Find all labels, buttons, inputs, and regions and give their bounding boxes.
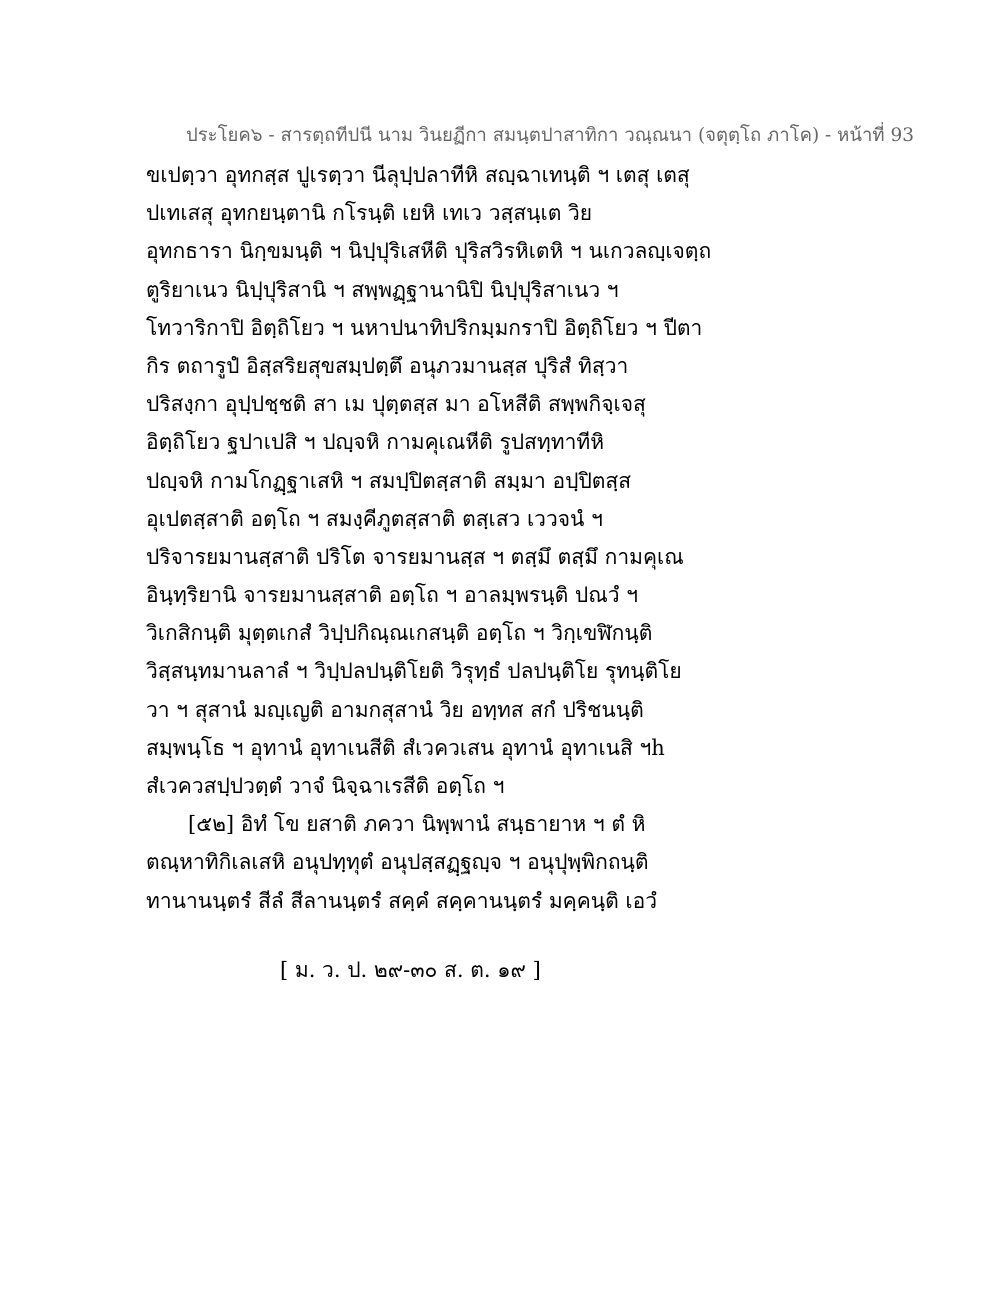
text-line: ปญฺจหิ กามโกฏฺฐาเสหิ ฯ สมปฺปิตสฺสาติ สมฺมา อปฺปิตสฺส [146, 468, 632, 493]
text-line: สํเวควสปฺปวตฺตํ วาจํ นิจฺฉาเรสีติ อตฺโถ ฯ [146, 774, 505, 798]
text-line: ทานานนฺตรํ สีลํ สีลานนฺตรํ สคฺคํ สคฺคานนฺตรํ มคฺคนฺติ เอวํ [146, 888, 658, 913]
text-line: ขเปตฺวา อุทกสฺส ปูเรตฺวา นีลุปฺปลาทีหิ สญฺฉาเทนฺติ ฯ เตสุ เตสุ [146, 163, 690, 187]
text-line: อิตฺถิโยว ฐปาเปสิ ฯ ปญฺจหิ กามคุเณหีติ รูปสทฺทาทีหิ [146, 430, 605, 455]
text-line: ปเทเสสุ อุทกยนฺตานิ กโรนฺติ เยหิ เทเว วสฺสนฺเต วิย [146, 201, 593, 226]
paragraph-start-line: [๕๒] อิทํ โข ยสาติ ภควา นิพฺพานํ สนฺธายาห ฯ ตํ หิ [188, 812, 646, 837]
text-line: ปริสงฺกา อุปฺปชฺชติ สา เม ปุตฺตสฺส มา อโหสีติ สพฺพกิจฺเจสุ [146, 392, 646, 417]
text-line: กิร ตถารูปํ อิสฺสริยสุขสมฺปตฺตึ อนุภวมานสฺส ปุริสํ ทิสฺวา [146, 353, 629, 378]
page-header: ประโยค๖ - สารตฺถทีปนี นาม วินยฏีกา สมนฺตปาสาทิกา วณฺณนา (จตุตฺโถ ภาโค) - หน้าที่ 93 [186, 125, 915, 146]
text-line: อุทกธารา นิกฺขมนฺติ ฯ นิปฺปุริเสหีติ ปุริสวิรหิเตหิ ฯ นเกวลญฺเจตฺถ [146, 239, 712, 264]
text-line: โทวาริกาปิ อิตฺถิโยว ฯ นหาปนาทิปริกมฺมกราปิ อิตฺถิโยว ฯ ปีตา [146, 315, 703, 340]
text-line: วิเกสิกนฺติ มุตฺตเกสํ วิปฺปกิณฺณเกสนฺติ อตฺโถ ฯ วิกฺเขฬิกนฺติ [146, 621, 653, 646]
text-line: วา ฯ สุสานํ มญฺเญติ อามกสุสานํ วิย อทฺทส สกํ ปริชนนฺติ [146, 697, 644, 722]
text-line: ปริจารยมานสฺสาติ ปริโต จารยมานสฺส ฯ ตสฺมึ ตสฺมึ กามคุเณ [146, 544, 684, 569]
text-line: วิสฺสนฺทมานลาลํ ฯ วิปฺปลปนฺติโยติ วิรุทฺธํ ปลปนฺติโย รุทนฺติโย [146, 659, 682, 684]
text-line: ตณฺหาทิกิเลเสหิ อนุปทฺทุตํ อนุปสฺสฏฺฐญฺจ ฯ อนุปุพฺพิกถนฺติ [146, 850, 649, 875]
footnote-reference: [ ม. ว. ป. ๒๙-๓๐ ส. ต. ๑๙ ] [280, 958, 541, 982]
text-line: อุเปตสฺสาติ อตฺโถ ฯ สมงฺคีภูตสฺสาติ ตสฺเสว เววจนํ ฯ [146, 506, 603, 531]
text-line: สมฺพนฺโธ ฯ อุทานํ อุทาเนสีติ สํเวควเสน อุทานํ อุทาเนสิ ฯh [146, 735, 665, 760]
text-line: ตูริยาเนว นิปฺปุริสานิ ฯ สพฺพฏฺฐานานิปิ นิปฺปุริสาเนว ฯ [146, 277, 619, 302]
body-text [146, 156, 846, 920]
text-line: อินฺทฺริยานิ จารยมานสฺสาติ อตฺโถ ฯ อาลมฺพรนฺติ ปณวํ ฯ [146, 583, 638, 608]
